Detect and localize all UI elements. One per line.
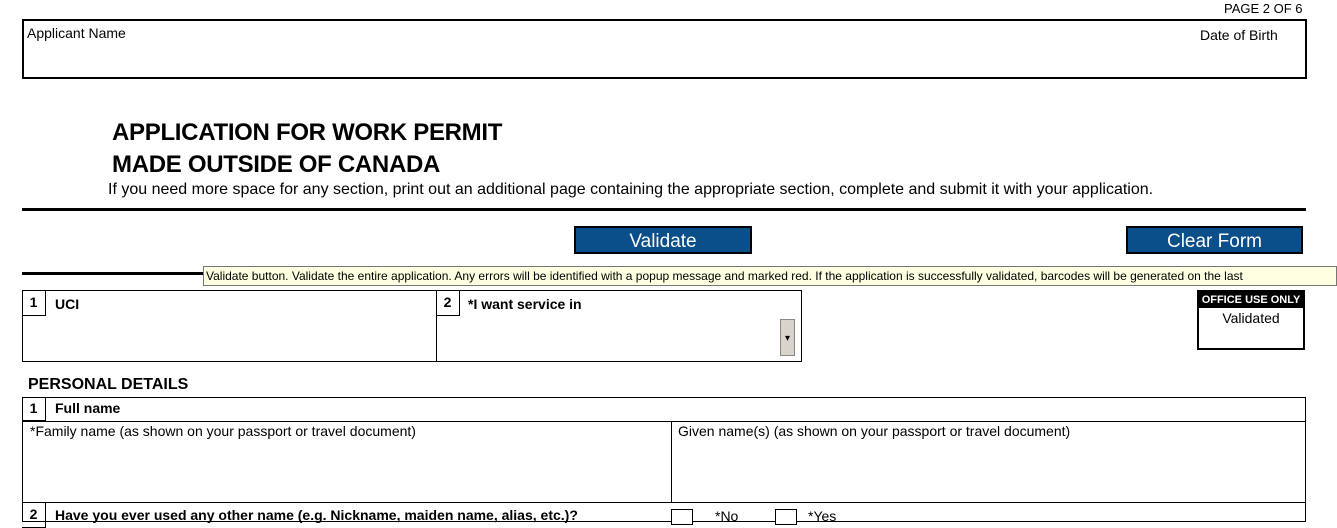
other-name-no-label: *No <box>715 508 739 524</box>
applicant-header-box <box>22 19 1307 79</box>
service-language-label: *I want service in <box>468 296 582 312</box>
clear-form-button[interactable]: Clear Form <box>1126 226 1303 254</box>
applicant-name-label: Applicant Name <box>27 25 126 41</box>
service-number-tag: 2 <box>436 290 460 316</box>
other-name-number-tag: 2 <box>22 502 46 528</box>
full-name-column-divider <box>671 422 672 503</box>
validate-button[interactable]: Validate <box>574 226 752 254</box>
form-title <box>112 117 502 181</box>
other-name-yes-label: *Yes <box>808 508 837 524</box>
date-of-birth-label: Date of Birth <box>1200 27 1278 43</box>
personal-details-title: PERSONAL DETAILS <box>28 376 189 393</box>
other-name-label: Have you ever used any other name (e.g. Nickname, maiden name, alias, etc.)? <box>55 507 578 523</box>
page-number: PAGE 2 OF 6 <box>1224 1 1303 16</box>
uci-field[interactable] <box>22 290 437 362</box>
other-name-yes-checkbox[interactable] <box>775 509 797 525</box>
given-name-label: Given name(s) (as shown on your passport or travel document) <box>678 423 1071 439</box>
uci-number-tag: 1 <box>22 290 46 316</box>
office-use-status: Validated <box>1222 310 1280 326</box>
full-name-separator <box>22 421 1306 422</box>
form-title-line2: MADE OUTSIDE OF CANADA <box>112 151 441 178</box>
full-name-number-tag: 1 <box>22 397 46 421</box>
chevron-down-icon[interactable]: ▾ <box>780 319 795 356</box>
form-title-line1: APPLICATION FOR WORK PERMIT <box>112 119 503 146</box>
given-name-input[interactable] <box>673 442 1303 500</box>
office-use-header: OFFICE USE ONLY <box>1199 292 1303 308</box>
full-name-label: Full name <box>55 400 121 416</box>
family-name-input[interactable] <box>23 442 670 500</box>
uci-label: UCI <box>55 296 80 312</box>
form-instructions: If you need more space for any section, print out an additional page containing the appropriate section, complete and submit it with your application. <box>108 181 1154 198</box>
divider-rule <box>22 208 1306 211</box>
divider-rule-short <box>22 272 204 275</box>
validate-tooltip: Validate button. Validate the entire application. Any errors will be identified with a popup message and marked red. If the application is successfully validated, barcodes will be generated on the last <box>203 266 1337 286</box>
service-language-select[interactable] <box>437 318 779 358</box>
family-name-label: *Family name (as shown on your passport or travel document) <box>30 423 416 439</box>
other-name-no-checkbox[interactable] <box>671 509 693 525</box>
